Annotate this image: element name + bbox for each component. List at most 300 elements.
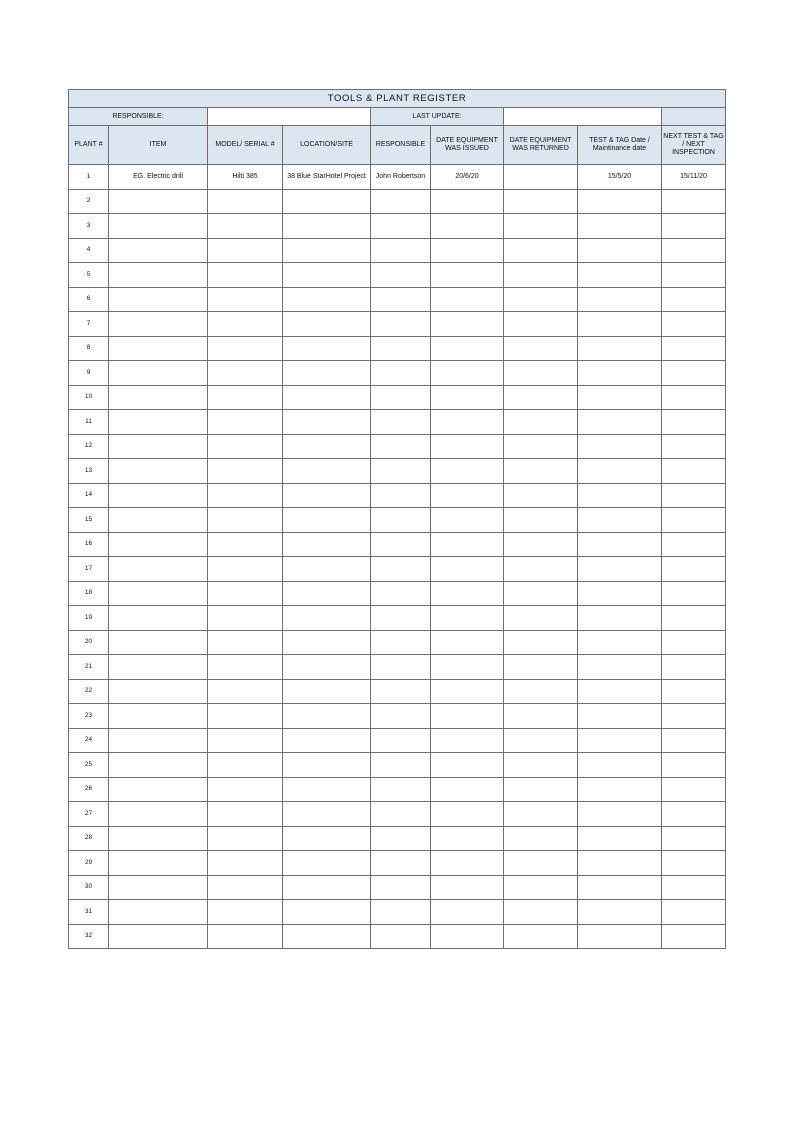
item-cell[interactable]: [109, 924, 208, 949]
date-issued-cell[interactable]: [431, 385, 504, 410]
column-header-row: [69, 126, 726, 165]
next-inspection-cell[interactable]: [662, 851, 726, 876]
date-returned-cell[interactable]: [504, 606, 578, 631]
model-serial-cell[interactable]: [208, 336, 283, 361]
location-site-cell[interactable]: [283, 777, 371, 802]
test-tag-date-cell[interactable]: [578, 410, 662, 435]
next-inspection-cell[interactable]: [662, 630, 726, 655]
model-serial-cell[interactable]: [208, 214, 283, 239]
location-site-cell[interactable]: [283, 606, 371, 631]
item-cell[interactable]: [109, 336, 208, 361]
next-inspection-cell[interactable]: [662, 924, 726, 949]
date-returned-cell[interactable]: [504, 900, 578, 925]
item-cell[interactable]: [109, 875, 208, 900]
test-tag-date-cell[interactable]: [578, 287, 662, 312]
responsible-cell[interactable]: [371, 557, 431, 582]
date-returned-cell[interactable]: [504, 655, 578, 680]
responsible-cell[interactable]: [371, 655, 431, 680]
responsible-cell[interactable]: [371, 361, 431, 386]
date-returned-cell[interactable]: [504, 753, 578, 778]
tools-plant-register-table: [68, 89, 726, 949]
model-serial-cell[interactable]: [208, 679, 283, 704]
table-row: [69, 679, 726, 704]
item-cell[interactable]: [109, 238, 208, 263]
date-issued-cell[interactable]: [431, 704, 504, 729]
location-site-cell[interactable]: [283, 630, 371, 655]
location-site-cell[interactable]: [283, 434, 371, 459]
date-issued-cell[interactable]: [431, 900, 504, 925]
model-serial-cell[interactable]: [208, 581, 283, 606]
plant-number-cell: 22: [69, 679, 109, 704]
date-issued-cell[interactable]: [431, 679, 504, 704]
date-issued-cell[interactable]: [431, 802, 504, 827]
responsible-cell[interactable]: [371, 434, 431, 459]
table-row: [69, 826, 726, 851]
test-tag-date-cell[interactable]: 15/5/20: [578, 165, 662, 190]
test-tag-date-cell[interactable]: [578, 728, 662, 753]
test-tag-date-cell[interactable]: [578, 483, 662, 508]
next-inspection-cell[interactable]: [662, 875, 726, 900]
item-cell[interactable]: [109, 508, 208, 533]
date-returned-cell[interactable]: [504, 336, 578, 361]
location-site-cell[interactable]: [283, 459, 371, 484]
date-issued-cell[interactable]: [431, 459, 504, 484]
date-returned-cell[interactable]: [504, 630, 578, 655]
model-serial-cell[interactable]: [208, 312, 283, 337]
location-site-cell[interactable]: [283, 385, 371, 410]
location-site-cell[interactable]: [283, 851, 371, 876]
test-tag-date-cell[interactable]: [578, 312, 662, 337]
item-cell[interactable]: [109, 287, 208, 312]
responsible-cell[interactable]: [371, 508, 431, 533]
item-cell[interactable]: [109, 557, 208, 582]
next-inspection-cell[interactable]: [662, 434, 726, 459]
next-inspection-cell[interactable]: [662, 753, 726, 778]
location-site-cell[interactable]: [283, 900, 371, 925]
plant-number-cell: 16: [69, 532, 109, 557]
location-site-cell[interactable]: [283, 532, 371, 557]
table-row: [69, 312, 726, 337]
date-returned-cell[interactable]: [504, 214, 578, 239]
model-serial-cell[interactable]: Hilti 385: [208, 165, 283, 190]
item-cell[interactable]: [109, 312, 208, 337]
item-cell[interactable]: EG. Electric drill: [109, 165, 208, 190]
test-tag-date-cell[interactable]: [578, 434, 662, 459]
next-inspection-cell[interactable]: [662, 189, 726, 214]
date-returned-cell[interactable]: [504, 483, 578, 508]
next-inspection-cell[interactable]: [662, 361, 726, 386]
next-inspection-cell[interactable]: [662, 606, 726, 631]
table-row: [69, 459, 726, 484]
plant-number-cell: 19: [69, 606, 109, 631]
plant-number-cell: 25: [69, 753, 109, 778]
date-returned-cell[interactable]: [504, 777, 578, 802]
test-tag-date-cell[interactable]: [578, 704, 662, 729]
test-tag-date-cell[interactable]: [578, 581, 662, 606]
date-returned-cell[interactable]: [504, 189, 578, 214]
responsible-cell[interactable]: [371, 581, 431, 606]
date-returned-cell[interactable]: [504, 802, 578, 827]
date-returned-cell[interactable]: [504, 459, 578, 484]
date-returned-cell[interactable]: [504, 385, 578, 410]
item-cell[interactable]: [109, 434, 208, 459]
plant-number-cell: 18: [69, 581, 109, 606]
date-issued-cell[interactable]: [431, 214, 504, 239]
test-tag-date-cell[interactable]: [578, 214, 662, 239]
plant-number-cell: 1: [69, 165, 109, 190]
next-inspection-cell[interactable]: [662, 287, 726, 312]
table-row: [69, 924, 726, 949]
responsible-cell[interactable]: [371, 189, 431, 214]
model-serial-cell[interactable]: [208, 728, 283, 753]
next-inspection-cell[interactable]: [662, 508, 726, 533]
date-returned-cell[interactable]: [504, 312, 578, 337]
responsible-cell[interactable]: [371, 826, 431, 851]
test-tag-date-cell[interactable]: [578, 606, 662, 631]
next-inspection-cell[interactable]: [662, 655, 726, 680]
date-issued-cell[interactable]: [431, 312, 504, 337]
item-cell[interactable]: [109, 679, 208, 704]
date-issued-cell[interactable]: [431, 777, 504, 802]
next-inspection-cell[interactable]: [662, 532, 726, 557]
date-returned-cell[interactable]: [504, 434, 578, 459]
last-update-field[interactable]: [504, 108, 662, 126]
date-issued-cell[interactable]: [431, 753, 504, 778]
item-cell[interactable]: [109, 459, 208, 484]
responsible-field[interactable]: [208, 108, 371, 126]
test-tag-date-cell[interactable]: [578, 802, 662, 827]
date-issued-cell[interactable]: [431, 287, 504, 312]
next-inspection-cell[interactable]: [662, 900, 726, 925]
test-tag-date-cell[interactable]: [578, 459, 662, 484]
date-returned-cell[interactable]: [504, 679, 578, 704]
location-site-cell[interactable]: [283, 655, 371, 680]
date-issued-cell[interactable]: [431, 826, 504, 851]
plant-number-cell: 29: [69, 851, 109, 876]
date-returned-cell[interactable]: [504, 557, 578, 582]
next-inspection-cell[interactable]: [662, 214, 726, 239]
model-serial-cell[interactable]: [208, 753, 283, 778]
model-serial-cell[interactable]: [208, 263, 283, 288]
date-returned-cell[interactable]: [504, 410, 578, 435]
next-inspection-cell[interactable]: [662, 777, 726, 802]
responsible-cell[interactable]: John Robertson: [371, 165, 431, 190]
location-site-cell[interactable]: [283, 483, 371, 508]
next-inspection-cell[interactable]: [662, 704, 726, 729]
plant-number-cell: 8: [69, 336, 109, 361]
next-inspection-cell[interactable]: [662, 802, 726, 827]
location-site-cell[interactable]: [283, 802, 371, 827]
next-inspection-cell[interactable]: [662, 581, 726, 606]
location-site-cell[interactable]: [283, 189, 371, 214]
test-tag-date-cell[interactable]: [578, 826, 662, 851]
item-cell[interactable]: [109, 189, 208, 214]
responsible-cell[interactable]: [371, 900, 431, 925]
plant-number-cell: 26: [69, 777, 109, 802]
responsible-cell[interactable]: [371, 875, 431, 900]
date-issued-cell[interactable]: [431, 410, 504, 435]
location-site-cell[interactable]: [283, 238, 371, 263]
item-cell[interactable]: [109, 581, 208, 606]
date-returned-cell[interactable]: [504, 851, 578, 876]
location-site-cell[interactable]: [283, 410, 371, 435]
date-issued-cell[interactable]: [431, 238, 504, 263]
date-issued-cell[interactable]: [431, 361, 504, 386]
date-issued-cell[interactable]: [431, 630, 504, 655]
location-site-cell[interactable]: [283, 679, 371, 704]
location-site-cell[interactable]: [283, 263, 371, 288]
model-serial-cell[interactable]: [208, 704, 283, 729]
plant-number-cell: 32: [69, 924, 109, 949]
test-tag-date-cell[interactable]: [578, 263, 662, 288]
item-cell[interactable]: [109, 900, 208, 925]
location-site-cell[interactable]: [283, 753, 371, 778]
table-row: [69, 434, 726, 459]
model-serial-cell[interactable]: [208, 532, 283, 557]
item-cell[interactable]: [109, 361, 208, 386]
model-serial-cell[interactable]: [208, 410, 283, 435]
location-site-cell[interactable]: [283, 924, 371, 949]
date-issued-cell[interactable]: [431, 728, 504, 753]
last-update-label: LAST UPDATE:: [371, 108, 504, 126]
item-cell[interactable]: [109, 263, 208, 288]
location-site-cell[interactable]: [283, 728, 371, 753]
location-site-cell[interactable]: [283, 214, 371, 239]
model-serial-cell[interactable]: [208, 434, 283, 459]
date-returned-cell[interactable]: [504, 826, 578, 851]
date-issued-cell[interactable]: [431, 655, 504, 680]
next-inspection-cell[interactable]: [662, 728, 726, 753]
item-cell[interactable]: [109, 802, 208, 827]
responsible-cell[interactable]: [371, 630, 431, 655]
plant-number-cell: 23: [69, 704, 109, 729]
model-serial-cell[interactable]: [208, 361, 283, 386]
table-row: [69, 189, 726, 214]
date-issued-cell[interactable]: [431, 924, 504, 949]
location-site-cell[interactable]: [283, 361, 371, 386]
model-serial-cell[interactable]: [208, 287, 283, 312]
date-returned-cell[interactable]: [504, 924, 578, 949]
model-serial-cell[interactable]: [208, 483, 283, 508]
next-inspection-cell[interactable]: [662, 410, 726, 435]
plant-number-cell: 6: [69, 287, 109, 312]
location-site-cell[interactable]: [283, 287, 371, 312]
item-cell[interactable]: [109, 777, 208, 802]
item-cell[interactable]: [109, 655, 208, 680]
test-tag-date-cell[interactable]: [578, 900, 662, 925]
table-row: [69, 483, 726, 508]
table-row: [69, 581, 726, 606]
model-serial-cell[interactable]: [208, 826, 283, 851]
location-site-cell[interactable]: [283, 826, 371, 851]
responsible-cell[interactable]: [371, 753, 431, 778]
date-returned-cell[interactable]: [504, 728, 578, 753]
responsible-cell[interactable]: [371, 483, 431, 508]
test-tag-date-cell[interactable]: [578, 557, 662, 582]
table-row: [69, 728, 726, 753]
next-inspection-cell[interactable]: [662, 312, 726, 337]
responsible-cell[interactable]: [371, 287, 431, 312]
date-issued-cell[interactable]: [431, 557, 504, 582]
date-returned-cell[interactable]: [504, 361, 578, 386]
item-cell[interactable]: [109, 728, 208, 753]
date-issued-cell[interactable]: [431, 189, 504, 214]
date-issued-cell[interactable]: [431, 434, 504, 459]
date-issued-cell[interactable]: [431, 483, 504, 508]
test-tag-date-cell[interactable]: [578, 851, 662, 876]
model-serial-cell[interactable]: [208, 851, 283, 876]
next-inspection-cell[interactable]: 15/11/20: [662, 165, 726, 190]
item-cell[interactable]: [109, 630, 208, 655]
model-serial-cell[interactable]: [208, 238, 283, 263]
item-cell[interactable]: [109, 214, 208, 239]
next-inspection-cell[interactable]: [662, 826, 726, 851]
responsible-cell[interactable]: [371, 459, 431, 484]
location-site-cell[interactable]: [283, 336, 371, 361]
location-site-cell[interactable]: [283, 704, 371, 729]
plant-number-cell: 14: [69, 483, 109, 508]
table-row: [69, 655, 726, 680]
model-serial-cell[interactable]: [208, 459, 283, 484]
table-row: [69, 385, 726, 410]
date-returned-cell[interactable]: [504, 532, 578, 557]
test-tag-date-cell[interactable]: [578, 385, 662, 410]
next-inspection-cell[interactable]: [662, 238, 726, 263]
model-serial-cell[interactable]: [208, 777, 283, 802]
item-cell[interactable]: [109, 704, 208, 729]
item-cell[interactable]: [109, 385, 208, 410]
responsible-cell[interactable]: [371, 777, 431, 802]
responsible-cell[interactable]: [371, 924, 431, 949]
next-inspection-cell[interactable]: [662, 483, 726, 508]
plant-number-cell: 17: [69, 557, 109, 582]
table-row: [69, 263, 726, 288]
responsible-row: [69, 108, 726, 126]
table-row: [69, 508, 726, 533]
test-tag-date-cell[interactable]: [578, 777, 662, 802]
responsible-cell[interactable]: [371, 385, 431, 410]
date-issued-cell[interactable]: [431, 851, 504, 876]
date-returned-cell[interactable]: [504, 238, 578, 263]
next-inspection-cell[interactable]: [662, 385, 726, 410]
header-item: ITEM: [109, 126, 208, 165]
date-returned-cell[interactable]: [504, 263, 578, 288]
next-inspection-cell[interactable]: [662, 263, 726, 288]
next-inspection-cell[interactable]: [662, 336, 726, 361]
plant-number-cell: 13: [69, 459, 109, 484]
date-returned-cell[interactable]: [504, 581, 578, 606]
responsible-cell[interactable]: [371, 410, 431, 435]
responsible-cell[interactable]: [371, 606, 431, 631]
test-tag-date-cell[interactable]: [578, 924, 662, 949]
date-issued-cell[interactable]: [431, 532, 504, 557]
next-inspection-cell[interactable]: [662, 459, 726, 484]
date-issued-cell[interactable]: [431, 875, 504, 900]
header-date-issued: DATE EQUIPMENT WAS ISSUED: [431, 126, 504, 165]
title-row: [69, 90, 726, 108]
responsible-cell[interactable]: [371, 238, 431, 263]
location-site-cell[interactable]: [283, 312, 371, 337]
location-site-cell[interactable]: [283, 581, 371, 606]
model-serial-cell[interactable]: [208, 630, 283, 655]
plant-number-cell: 9: [69, 361, 109, 386]
date-issued-cell[interactable]: [431, 581, 504, 606]
date-issued-cell[interactable]: [431, 606, 504, 631]
location-site-cell[interactable]: [283, 875, 371, 900]
responsible-cell[interactable]: [371, 532, 431, 557]
model-serial-cell[interactable]: [208, 924, 283, 949]
model-serial-cell[interactable]: [208, 802, 283, 827]
date-returned-cell[interactable]: [504, 287, 578, 312]
test-tag-date-cell[interactable]: [578, 336, 662, 361]
test-tag-date-cell[interactable]: [578, 361, 662, 386]
model-serial-cell[interactable]: [208, 606, 283, 631]
date-returned-cell[interactable]: [504, 875, 578, 900]
item-cell[interactable]: [109, 483, 208, 508]
test-tag-date-cell[interactable]: [578, 630, 662, 655]
date-issued-cell[interactable]: 20/6/20: [431, 165, 504, 190]
plant-number-cell: 11: [69, 410, 109, 435]
responsible-cell[interactable]: [371, 214, 431, 239]
responsible-cell[interactable]: [371, 704, 431, 729]
item-cell[interactable]: [109, 753, 208, 778]
responsible-cell[interactable]: [371, 263, 431, 288]
date-issued-cell[interactable]: [431, 336, 504, 361]
model-serial-cell[interactable]: [208, 189, 283, 214]
test-tag-date-cell[interactable]: [578, 508, 662, 533]
item-cell[interactable]: [109, 851, 208, 876]
test-tag-date-cell[interactable]: [578, 189, 662, 214]
responsible-cell[interactable]: [371, 312, 431, 337]
table-row: [69, 410, 726, 435]
date-issued-cell[interactable]: [431, 508, 504, 533]
responsible-cell[interactable]: [371, 802, 431, 827]
responsible-cell[interactable]: [371, 851, 431, 876]
test-tag-date-cell[interactable]: [578, 655, 662, 680]
responsible-cell[interactable]: [371, 728, 431, 753]
model-serial-cell[interactable]: [208, 655, 283, 680]
test-tag-date-cell[interactable]: [578, 679, 662, 704]
item-cell[interactable]: [109, 410, 208, 435]
next-inspection-cell[interactable]: [662, 679, 726, 704]
plant-number-cell: 21: [69, 655, 109, 680]
table-row: [69, 802, 726, 827]
test-tag-date-cell[interactable]: [578, 532, 662, 557]
item-cell[interactable]: [109, 826, 208, 851]
model-serial-cell[interactable]: [208, 385, 283, 410]
model-serial-cell[interactable]: [208, 900, 283, 925]
responsible-cell[interactable]: [371, 679, 431, 704]
item-cell[interactable]: [109, 606, 208, 631]
responsible-cell[interactable]: [371, 336, 431, 361]
location-site-cell[interactable]: [283, 557, 371, 582]
date-returned-cell[interactable]: [504, 508, 578, 533]
test-tag-date-cell[interactable]: [578, 238, 662, 263]
model-serial-cell[interactable]: [208, 557, 283, 582]
date-returned-cell[interactable]: [504, 704, 578, 729]
item-cell[interactable]: [109, 532, 208, 557]
model-serial-cell[interactable]: [208, 875, 283, 900]
location-site-cell[interactable]: 38 Blue StarHotel Project: [283, 165, 371, 190]
location-site-cell[interactable]: [283, 508, 371, 533]
table-row: [69, 777, 726, 802]
date-returned-cell[interactable]: [504, 165, 578, 190]
test-tag-date-cell[interactable]: [578, 875, 662, 900]
model-serial-cell[interactable]: [208, 508, 283, 533]
next-inspection-cell[interactable]: [662, 557, 726, 582]
date-issued-cell[interactable]: [431, 263, 504, 288]
test-tag-date-cell[interactable]: [578, 753, 662, 778]
